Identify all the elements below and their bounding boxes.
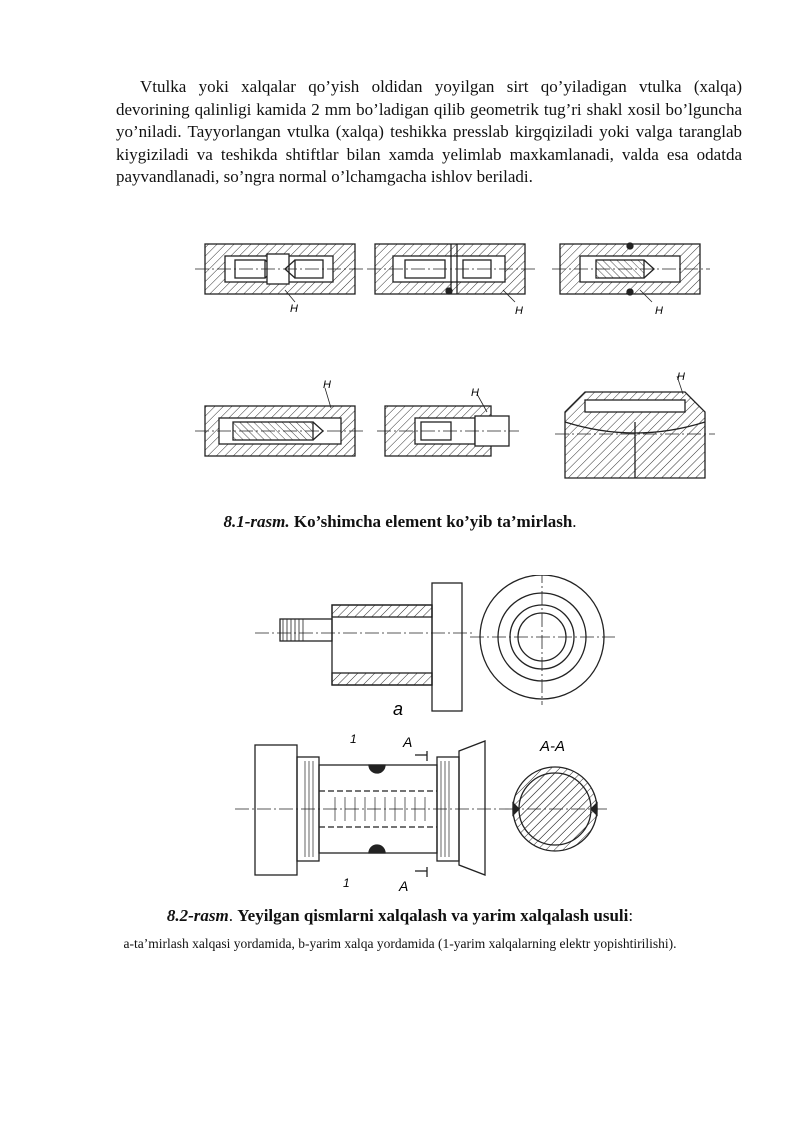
drawing-1	[195, 244, 365, 302]
label-1-top: 1	[350, 732, 357, 746]
label-h-4: H	[323, 379, 331, 391]
sleeve-side-view	[255, 583, 475, 711]
drawing-4	[195, 388, 365, 456]
caption-title: Ko’shimcha element ko’yib ta’mirlash	[293, 512, 573, 531]
caption-end: .	[572, 512, 577, 531]
label-h-3: H	[655, 305, 663, 317]
drawing-6	[555, 376, 715, 478]
figure-8-1-caption	[0, 512, 800, 532]
section-mark-bottom: A	[399, 878, 409, 894]
drawing-3	[552, 243, 710, 302]
label-h-6: H	[677, 371, 685, 383]
section-a-a	[505, 767, 607, 851]
caption-number: 8.2-rasm	[166, 906, 229, 925]
caption-sep: .	[228, 906, 238, 925]
body-paragraph: Vtulka yoki xalqalar qo’yish oldidan yoyilgan sirt qo’yiladigan vtulka (xalqa) devorining qalinligi kamida 2 mm bo’ladigan qilib geometrik tug’ri shakl xosil bo’lguncha yo’niladi. Tayyorlangan vtulka (xalqa) teshikka presslab kirgqiziladi yoki valga taranglab kiygiziladi va teshikda shtiftlar bilan xamda yelimlab maxkamlanadi, valda esa odatda payvandlanadi, so’ngra normal o’lchamgacha ishlov beriladi.	[116, 77, 742, 186]
figure-8-2-drawings	[235, 575, 625, 895]
caption-number: 8.1-rasm.	[223, 512, 290, 531]
label-1-bottom: 1	[343, 876, 350, 890]
label-h-2: H	[515, 305, 523, 317]
figure-8-2-subcaption: a-ta’mirlash xalqasi yordamida, b-yarim xalqa yordamida (1-yarim xalqalarning elektr yopishtirilishi).	[123, 936, 677, 951]
section-mark-top: A	[403, 734, 413, 750]
half-sleeve-side-view	[235, 741, 505, 877]
drawing-2	[367, 244, 535, 302]
figure-8-2-caption	[0, 906, 800, 926]
figure-8-1-drawings	[195, 232, 725, 504]
label-h-1: H	[290, 303, 298, 315]
label-h-5: H	[471, 387, 479, 399]
sleeve-end-view	[470, 575, 615, 705]
caption-title: Yeyilgan qismlarni xalqalash va yarim xalqalash usuli	[237, 906, 629, 925]
label-a: a	[393, 699, 404, 719]
section-title: A-A	[540, 738, 566, 755]
drawing-5	[377, 394, 519, 456]
caption-end: :	[628, 906, 634, 925]
